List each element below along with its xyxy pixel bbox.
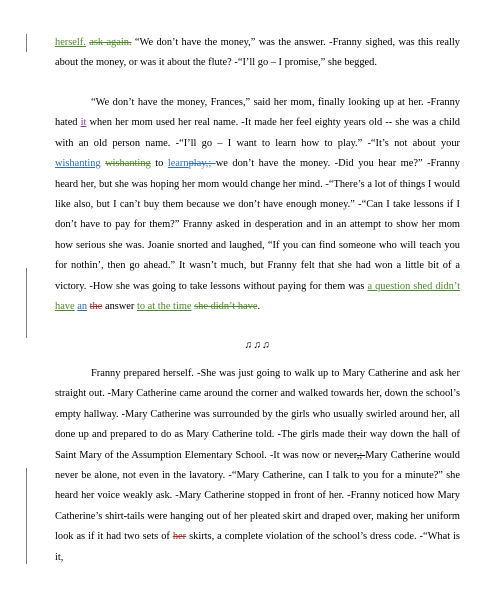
change-bar (26, 468, 27, 564)
paragraph-1 (55, 33, 460, 74)
deletion-comma: , (356, 449, 360, 461)
change-bar (26, 34, 27, 52)
deletion-semicolon: ; (208, 158, 216, 170)
section-separator: ♫♫♫ (244, 340, 271, 351)
paragraph-3-text: Mary Catherine would never be alone, not even in the lavatory. -“Mary Catherine, can I talk to you for a minute?” she heard her voice weakly ask. -Mary Catherine stopped in front of her. -Franny noticed how Mary Catherine’s shirt-tails were hanging out of her pleated skirt and draped over, making her uniform look as if it had two sets of (55, 449, 460, 543)
paragraph-2-text: we don’t have the money. -Did you hear me?” -Franny heard her, but she was hoping her mom would change her mind. -“There’s a lot of things I would like also, but I can’t buy them because we don’t have enough money.” -“Can I take lessons if I don’t have to pay for them?” Franny asked in desperation and in an attempt to show her mom how serious she was. Joanie snorted and laughed, “If you can find someone who will teach you for nothin’, then go ahead.” It wasn’t much, but Franny felt that she had won a little bit of a victory. -How she was going to take lessons without paying for them was (55, 158, 460, 292)
paragraph-3-text: skirts, a complete violation of the school’s dress code. -“What is it, (55, 531, 460, 563)
paragraph-2 (55, 93, 460, 317)
insertion-it: it (80, 117, 87, 129)
deletion-wishanting: wishanting (105, 158, 151, 170)
deletion-she-didnt-have: she didn’t have (194, 301, 258, 313)
change-bar (26, 268, 27, 338)
paragraph-1-text: “We don’t have the money,” was the answer. -Franny sighed, was this really about the money, or was it about the flute? -“I’ll go – I promise,” she begged. (55, 37, 460, 69)
insertion-herself: herself. (55, 37, 86, 48)
deletion-semicolon: ; (359, 449, 366, 461)
insertion-question: a question shed didn’t have (55, 280, 460, 313)
paragraph-2-text: answer (102, 301, 137, 313)
insertion-at-the-time: to at the time (136, 301, 192, 313)
insertion-wishanting: wishanting (55, 158, 101, 170)
paragraph-3 (55, 364, 460, 568)
deletion-the: the (89, 301, 103, 313)
paragraph-2-text: to (150, 158, 168, 170)
deletion-her: her (172, 531, 187, 543)
paragraph-3-text: Franny prepared herself. -She was just going to walk up to Mary Catherine and ask her straight out. -Mary Catherine came around the corner and walked towards her, down the school’s empty hallway. -Mary Catherine was surrounded by the girls who usually swirled around her, all done up and prepared to do as Mary Catherine told. -The girls made their way down the hall of Saint Mary of the Assumption Elementary School. -It was now or never (55, 368, 460, 461)
paragraph-2-text: when her mom used her real name. -It made her feel eighty years old -- she was a child with an old person name. -“I’ll go – I want to learn how to play.” -“It’s not about your (55, 117, 460, 149)
deletion-play: play, (188, 158, 209, 170)
paragraph-2-text: “We don’t have the money, Frances,” said her mom, finally looking up at her. -Franny hated (55, 97, 460, 129)
insertion-an: an (77, 301, 88, 313)
deletion-ask-again: ask again. (89, 37, 132, 48)
insertion-learn: learn (167, 158, 189, 170)
paragraph-2-text: . (257, 301, 261, 313)
